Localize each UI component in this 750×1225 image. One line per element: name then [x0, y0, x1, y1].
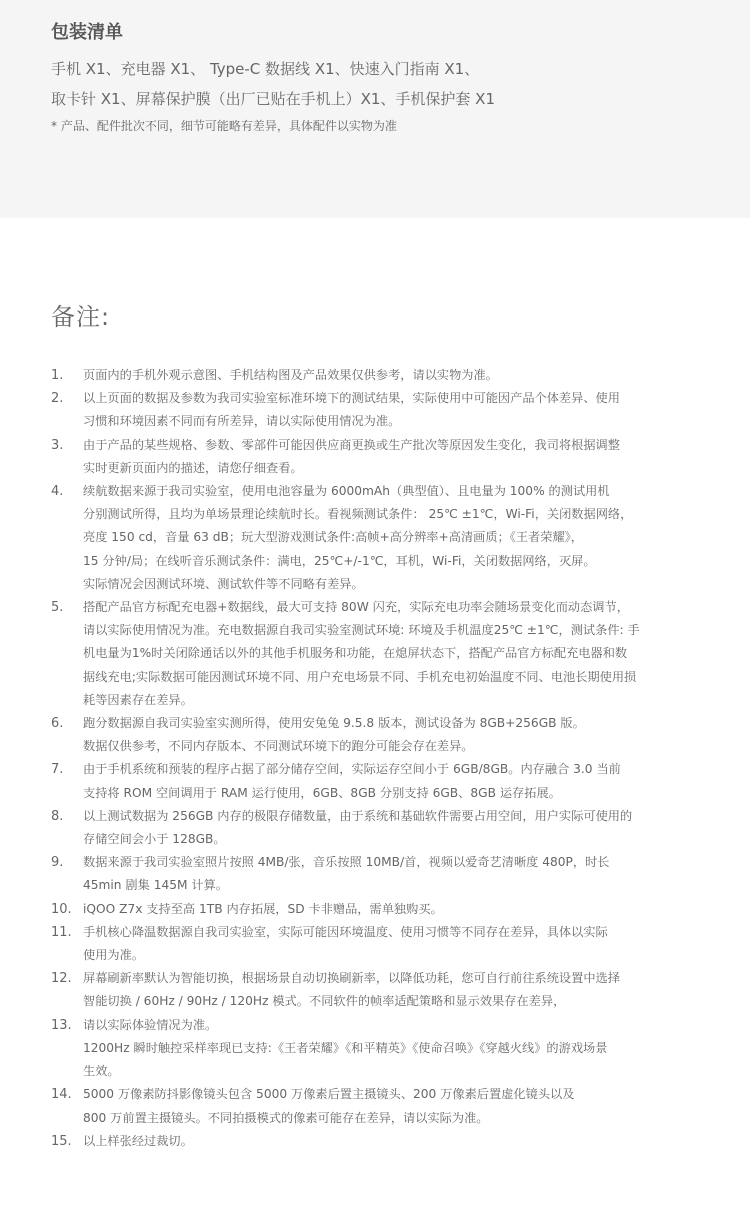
note-number: 5.: [51, 600, 64, 616]
note-text-line: 实时更新页面内的描述，请您仔细查看。: [83, 460, 303, 475]
note-number: 1.: [51, 368, 64, 383]
note-item: [0, 712, 750, 758]
note-item: [0, 898, 750, 921]
note-item: [0, 921, 750, 967]
note-number: 14.: [51, 1087, 72, 1103]
note-text-line: 请以实际使用情况为准。充电数据源自我司实验室测试环境: 环境及手机温度25℃ ±1℃，测试条件: 手: [83, 623, 640, 638]
note-text-line: 跑分数据源自我司实验室实测所得，使用安兔兔 9.5.8 版本，测试设备为 8GB+256GB 版。: [83, 716, 585, 731]
note-item: [0, 387, 750, 433]
note-text-line: 使用为准。: [83, 948, 145, 963]
note-text-line: 续航数据来源于我司实验室，使用电池容量为 6000mAh（典型值）、且电量为 100% 的测试用机: [83, 484, 610, 499]
note-text-line: 习惯和环境因素不同而有所差异，请以实际使用情况为准。: [83, 414, 401, 429]
note-item: [0, 1130, 750, 1153]
note-text-line: 搭配产品官方标配充电器+数据线，最大可支持 80W 闪充，实际充电功率会随场景变化而动态调节，: [83, 600, 629, 615]
note-text-line: 据线充电;实际数据可能因测试环境不同、用户充电场景不同、手机充电初始温度不同、电池长期使用损: [83, 669, 637, 684]
note-text-line: 生效。: [83, 1064, 120, 1079]
note-number: 2.: [51, 391, 64, 407]
note-text-line: 支持将 ROM 空间调用于 RAM 运行使用，6GB、8GB 分别支持 6GB、8GB 运存拓展。: [83, 785, 561, 800]
note-text-line: 耗等因素存在差异。: [83, 692, 193, 707]
package-contents-title: 包装清单: [51, 22, 123, 43]
note-text-line: 以上页面的数据及参数为我司实验室标准环境下的测试结果，实际使用中可能因产品个体差异、使用: [83, 391, 620, 406]
package-contents-line-1: 手机 X1、充电器 X1、 Type-C 数据线 X1、快速入门指南 X1、: [51, 60, 480, 78]
note-text-line: 存储空间会小于 128GB。: [83, 832, 226, 847]
note-text-line: 页面内的手机外观示意图、手机结构图及产品效果仅供参考，请以实物为准。: [83, 368, 498, 382]
note-number: 4.: [51, 484, 64, 500]
note-text-line: 手机核心降温数据源自我司实验室，实际可能因环境温度、使用习惯等不同存在差异，具体以实际: [83, 924, 608, 939]
note-text-line: 亮度 150 cd，音量 63 dB；玩大型游戏测试条件:高帧+高分辨率+高清画质；《王者荣耀》，: [83, 530, 583, 545]
note-item: [0, 480, 750, 596]
note-text-line: 1200Hz 瞬时触控采样率现已支持:《王者荣耀》《和平精英》《使命召唤》《穿越火线》的游戏场景: [83, 1040, 608, 1055]
note-text-line: 请以实际体验情况为准。: [83, 1017, 218, 1032]
note-number: 10.: [51, 901, 72, 917]
note-text-line: 机电量为1%时关闭除通话以外的其他手机服务和功能，在熄屏状态下，搭配产品官方标配充电器和数: [83, 646, 628, 661]
note-text-line: 45min 剧集 145M 计算。: [83, 878, 229, 893]
note-item: [0, 805, 750, 851]
note-number: 15.: [51, 1133, 72, 1149]
note-item: [0, 758, 750, 804]
package-contents-section: [0, 0, 750, 218]
note-text-line: 15 分钟/局；在线听音乐测试条件：满电，25℃+/-1℃，耳机，Wi-Fi，关闭数据网络，灭屏。: [83, 553, 596, 568]
note-text-line: 实际情况会因测试环境、测试软件等不同略有差异。: [83, 576, 364, 591]
note-text-line: 智能切换 / 60Hz / 90Hz / 120Hz 模式。不同软件的帧率适配策略和显示效果存在差异，: [83, 994, 566, 1009]
note-text-line: 数据仅供参考，不同内存版本、不同测试环境下的跑分可能会存在差异。: [83, 739, 474, 754]
note-number: 12.: [51, 971, 72, 987]
note-item: [0, 1083, 750, 1129]
note-text-line: 分别测试所得，且均为单场景理论续航时长。看视频测试条件： 25℃ ±1℃，Wi-Fi，关闭数据网络，: [83, 507, 633, 522]
note-text-line: 800 万前置主摄镜头。不同拍摄模式的像素可能存在差异，请以实际为准。: [83, 1110, 489, 1125]
note-item: [0, 596, 750, 712]
note-item: [0, 434, 750, 480]
note-text-line: 以上样张经过裁切。: [83, 1133, 193, 1148]
note-text-line: 数据来源于我司实验室照片按照 4MB/张，音乐按照 10MB/首，视频以爱奇艺清晰度 480P，时长: [83, 855, 610, 870]
note-text-line: 由于产品的某些规格、参数、零部件可能因供应商更换或生产批次等原因发生变化，我司将根据调整: [83, 437, 620, 452]
note-item: [0, 1014, 750, 1084]
note-text-line: 以上测试数据为 256GB 内存的极限存储数量，由于系统和基础软件需要占用空间，用户实际可使用的: [83, 808, 633, 823]
note-number: 9.: [51, 855, 64, 871]
note-item: [0, 364, 750, 387]
note-item: [0, 851, 750, 897]
note-text-line: iQOO Z7x 支持至高 1TB 内存拓展，SD 卡非赠品，需单独购买。: [83, 901, 443, 916]
notes-title: 备注:: [51, 303, 111, 331]
notes-list: [0, 364, 750, 1153]
package-contents-disclaimer: * 产品、配件批次不同，细节可能略有差异，具体配件以实物为准: [51, 119, 397, 133]
note-text-line: 屏幕刷新率默认为智能切换，根据场景自动切换刷新率，以降低功耗，您可自行前往系统设置中选择: [83, 971, 620, 986]
package-contents-line-2: 取卡针 X1、屏幕保护膜（出厂已贴在手机上）X1、手机保护套 X1: [51, 90, 495, 108]
note-number: 13.: [51, 1017, 72, 1033]
note-number: 7.: [51, 762, 64, 778]
note-text-line: 由于手机系统和预装的程序占据了部分储存空间，实际运存空间小于 6GB/8GB。内存融合 3.0 当前: [83, 762, 621, 777]
note-number: 11.: [51, 924, 72, 940]
note-number: 3.: [51, 437, 64, 453]
note-item: [0, 967, 750, 1013]
note-number: 6.: [51, 716, 64, 732]
note-number: 8.: [51, 808, 64, 824]
note-text-line: 5000 万像素防抖影像镜头包含 5000 万像素后置主摄镜头、200 万像素后置虚化镜头以及: [83, 1087, 575, 1102]
